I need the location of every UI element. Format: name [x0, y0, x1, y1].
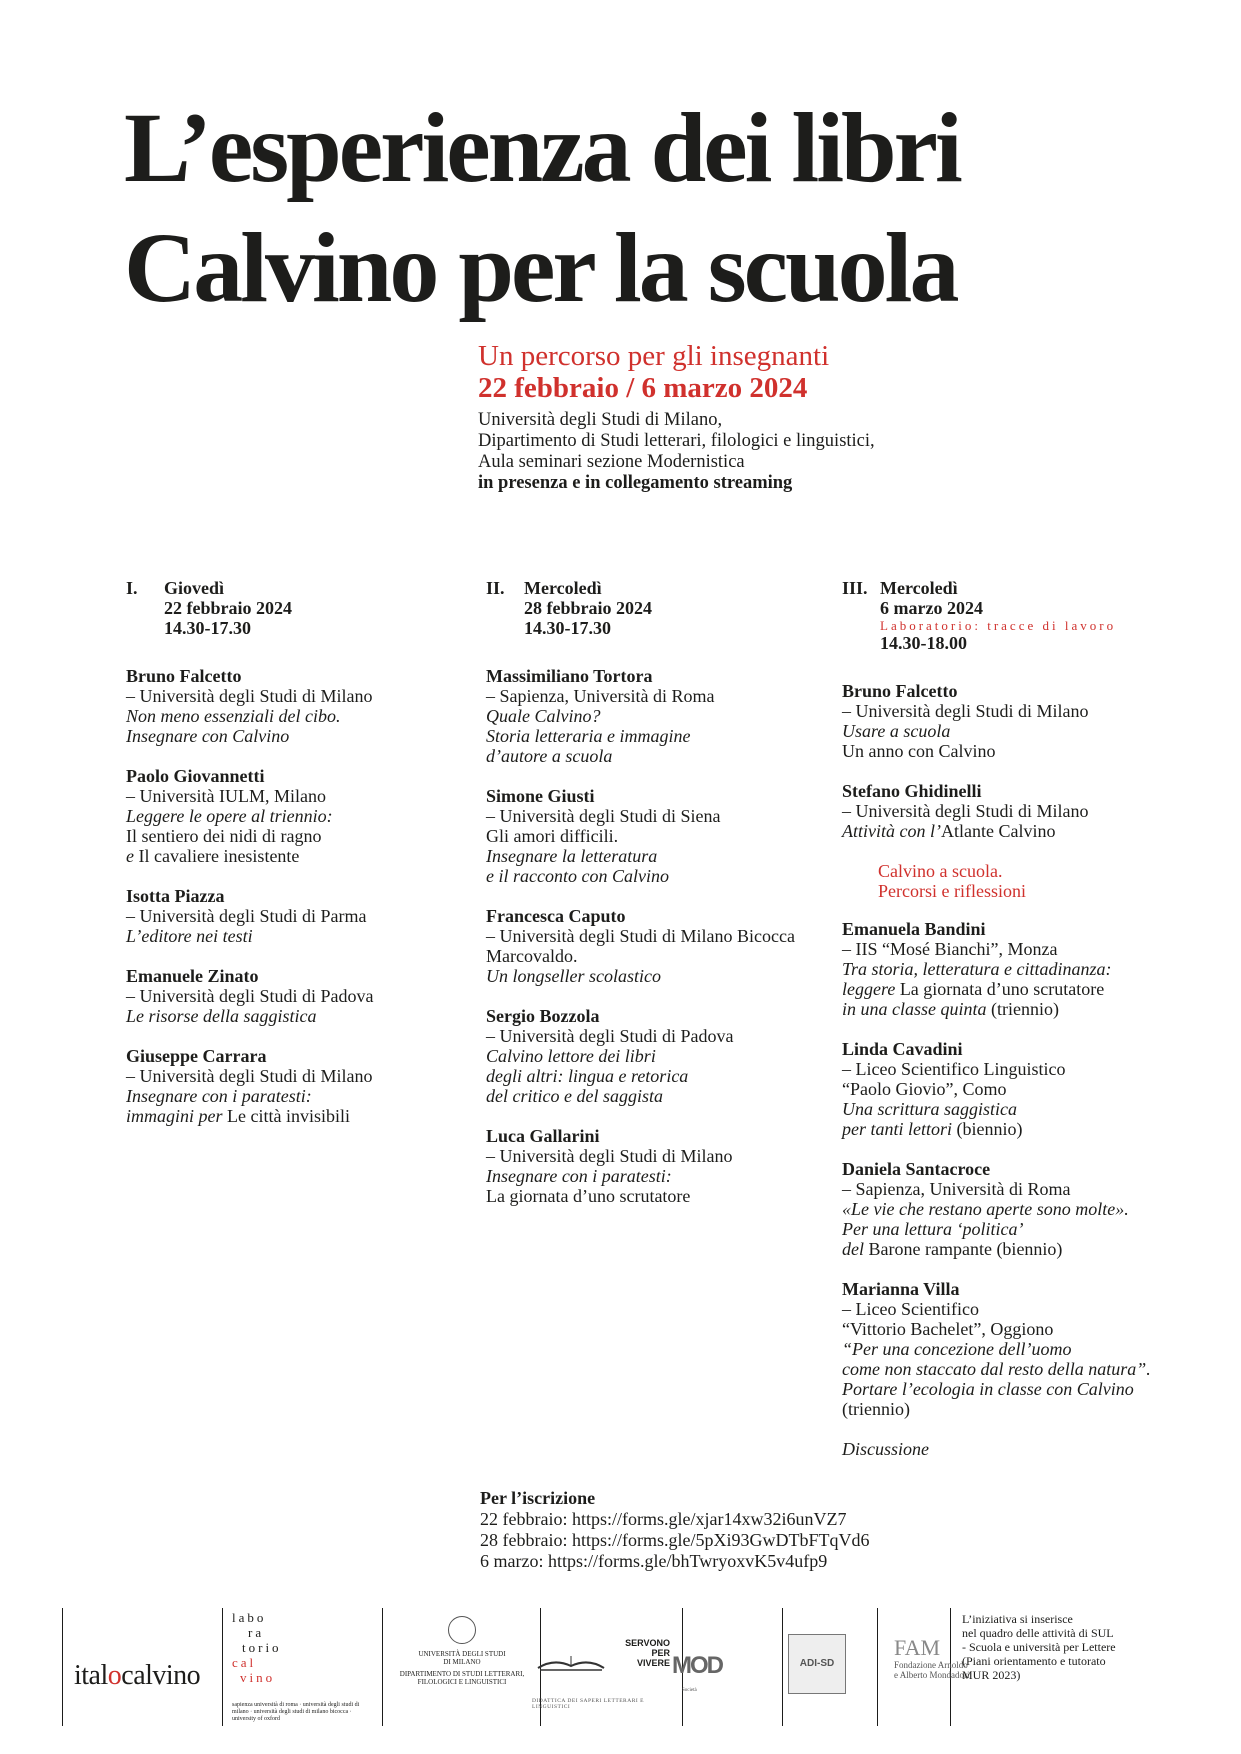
venue	[478, 410, 875, 494]
talk-title-part: (biennio)	[952, 1119, 1023, 1139]
talk-title: come non staccato dal resto della natura”.	[842, 1359, 1151, 1379]
page-title	[124, 88, 1124, 328]
talk-title: Leggere le opere al triennio:	[126, 806, 333, 826]
speaker-entry	[486, 1006, 816, 1106]
speaker-affiliation: – Università IULM, Milano	[126, 786, 326, 806]
session-label: Laboratorio: tracce di lavoro	[880, 618, 1117, 633]
session-day: Mercoledì	[524, 578, 602, 598]
subtitle-dates: 22 febbraio / 6 marzo 2024	[478, 372, 808, 404]
talk-title-part: Atlante Calvino	[940, 821, 1056, 841]
session-header	[126, 578, 456, 638]
talk-title: d’autore a scuola	[486, 746, 613, 766]
logo-strip	[62, 1608, 1182, 1726]
talk-title: Tra storia, letteratura e cittadinanza:	[842, 959, 1112, 979]
speaker-entry	[126, 886, 456, 946]
subsection-line: Percorsi e riflessioni	[878, 881, 1026, 901]
talk-title: Non meno essenziali del cibo.	[126, 706, 341, 726]
session-day: Giovedì	[164, 578, 225, 598]
session-number: I.	[126, 578, 138, 598]
adi-sd-logo: ADI-SD	[788, 1634, 846, 1694]
talk-title: Insegnare con Calvino	[126, 726, 290, 746]
talk-title: Un anno con Calvino	[842, 741, 996, 761]
talk-title: Insegnare la letteratura	[486, 846, 658, 866]
note-line: L’iniziativa si inserisce	[962, 1612, 1073, 1626]
logo-text: Fondazione Arnoldo	[894, 1660, 968, 1670]
note-line: MUR 2023)	[962, 1668, 1021, 1682]
speaker-name: Isotta Piazza	[126, 886, 225, 906]
registration-heading: Per l’iscrizione	[480, 1488, 596, 1508]
speaker-name: Francesca Caputo	[486, 906, 626, 926]
talk-title: Usare a scuola	[842, 721, 951, 741]
registration-link[interactable]: 22 febbraio: https://forms.gle/xjar14xw32i6unVZ7	[480, 1509, 847, 1529]
logo-text: ital	[74, 1660, 108, 1691]
talk-title	[842, 1119, 1222, 1139]
speaker-entry	[842, 919, 1222, 1019]
session-3	[842, 578, 1222, 1479]
talk-title-part: Barone rampante (biennio)	[864, 1239, 1063, 1259]
university-seal-icon	[448, 1616, 476, 1644]
speaker-entry	[126, 1046, 456, 1126]
speaker-entry	[126, 666, 456, 746]
logo-subtitle: DIDATTICA DEI SAPERI LETTERARI E LINGUISTICI	[532, 1698, 644, 1710]
divider	[382, 1608, 383, 1726]
speaker-entry	[842, 1039, 1222, 1139]
logo-text: SERVONO	[625, 1638, 670, 1648]
note-line: - Scuola e università per Lettere	[962, 1640, 1116, 1654]
logo-text: UNIVERSITÀ DEGLI STUDI	[418, 1650, 506, 1658]
talk-title-part: per tanti lettori	[842, 1119, 952, 1139]
talk-title-part: (triennio)	[986, 999, 1059, 1019]
speaker-entry	[842, 781, 1222, 841]
logo-text: labo	[232, 1610, 267, 1625]
speaker-affiliation: – Università degli Studi di Milano Bicocca	[486, 926, 795, 946]
talk-title: degli altri: lingua e retorica	[486, 1066, 689, 1086]
talk-title: Per una lettura ‘politica’	[842, 1219, 1024, 1239]
talk-title: del critico e del saggista	[486, 1086, 663, 1106]
talk-title: (triennio)	[842, 1399, 910, 1419]
session-number: II.	[486, 578, 505, 598]
laboratorio-partners: sapienza università di roma · università degli studi di milano · università degli studi di milano bicocca · university of oxford	[232, 1702, 360, 1722]
speaker-entry	[486, 786, 816, 886]
speaker-name: Luca Gallarini	[486, 1126, 600, 1146]
speaker-name: Emanuele Zinato	[126, 966, 259, 986]
talk-title	[842, 821, 1222, 841]
speaker-entry	[486, 666, 816, 766]
venue-line: Dipartimento di Studi letterari, filologici e linguistici,	[478, 431, 875, 451]
logo-text: cal	[232, 1655, 257, 1670]
speaker-name: Emanuela Bandini	[842, 919, 986, 939]
talk-title: Insegnare con i paratesti:	[486, 1166, 672, 1186]
speaker-affiliation: – Sapienza, Università di Roma	[842, 1179, 1071, 1199]
logo-text: DIPARTIMENTO DI STUDI LETTERARI,	[399, 1670, 525, 1678]
speaker-entry	[842, 1279, 1222, 1419]
speaker-name: Marianna Villa	[842, 1279, 960, 1299]
talk-title: Un longseller scolastico	[486, 966, 661, 986]
speaker-affiliation: – Università degli Studi di Milano	[126, 686, 373, 706]
logo-text: o	[107, 1660, 122, 1691]
talk-title-part: Il cavaliere inesistente	[134, 846, 300, 866]
speaker-affiliation: – Università degli Studi di Milano	[126, 1066, 373, 1086]
speaker-affiliation: – Liceo Scientifico Linguistico	[842, 1059, 1066, 1079]
venue-mode: in presenza e in collegamento streaming	[478, 473, 793, 493]
fondazione-mondadori-logo	[894, 1636, 970, 1680]
talk-title-part: Le città invisibili	[222, 1106, 350, 1126]
divider	[877, 1608, 878, 1726]
speaker-affiliation: – Università degli Studi di Milano	[486, 1146, 733, 1166]
speaker-entry	[842, 681, 1222, 761]
session-day: Mercoledì	[880, 578, 958, 598]
subtitle	[478, 340, 829, 404]
talk-title: Gli amori difficili.	[486, 826, 619, 846]
speaker-affiliation: – Sapienza, Università di Roma	[486, 686, 715, 706]
divider	[62, 1608, 63, 1726]
subsection-heading	[878, 861, 1222, 901]
title-line-1: L’esperienza dei libri	[124, 92, 960, 203]
speaker-affiliation: – Università degli Studi di Milano	[842, 701, 1089, 721]
speaker-affiliation: “Vittorio Bachelet”, Oggiono	[842, 1319, 1054, 1339]
talk-title: Le risorse della saggistica	[126, 1006, 317, 1026]
note-line: nel quadro delle attività di SUL	[962, 1626, 1114, 1640]
speaker-name: Stefano Ghidinelli	[842, 781, 982, 801]
divider	[222, 1608, 223, 1726]
talk-title: Quale Calvino?	[486, 706, 601, 726]
speaker-affiliation: – Università degli Studi di Milano	[842, 801, 1089, 821]
session-header	[842, 578, 1222, 653]
logo-text: PER	[651, 1648, 670, 1658]
talk-title: e il racconto con Calvino	[486, 866, 669, 886]
speaker-affiliation: – IIS “Mosé Bianchi”, Monza	[842, 939, 1058, 959]
talk-title: Portare l’ecologia in classe con Calvino	[842, 1379, 1134, 1399]
logo-text: DI MILANO	[443, 1658, 481, 1666]
speaker-name: Daniela Santacroce	[842, 1159, 991, 1179]
talk-title	[842, 979, 1222, 999]
speaker-entry	[126, 766, 456, 866]
speaker-affiliation: – Università degli Studi di Padova	[486, 1026, 734, 1046]
logo-text: FILOLOGICI E LINGUISTICI	[417, 1678, 507, 1686]
talk-title-part: Attività con l’	[842, 821, 941, 841]
talk-title: Marcovaldo.	[486, 946, 578, 966]
talk-title	[126, 1106, 456, 1126]
logo-text: vino	[240, 1670, 276, 1685]
session-time: 14.30-17.30	[164, 618, 251, 638]
session-1	[126, 578, 456, 1146]
session-number: III.	[842, 578, 868, 598]
speaker-entry	[842, 1159, 1222, 1259]
talk-title-part: La giornata d’uno scrutatore	[895, 979, 1105, 999]
servono-per-vivere-logo	[530, 1638, 670, 1668]
talk-title: Insegnare con i paratesti:	[126, 1086, 312, 1106]
closing-discussion: Discussione	[842, 1439, 929, 1459]
talk-title	[842, 999, 1222, 1019]
speaker-name: Bruno Falcetto	[842, 681, 958, 701]
speaker-name: Paolo Giovannetti	[126, 766, 265, 786]
session-date: 6 marzo 2024	[880, 598, 983, 618]
title-line-2: Calvino per la scuola	[124, 212, 957, 323]
talk-title: “Per una concezione dell’uomo	[842, 1339, 1072, 1359]
subsection-line: Calvino a scuola.	[878, 861, 1003, 881]
laboratorio-calvino-logo	[232, 1610, 282, 1685]
logo-text: ra	[248, 1625, 265, 1640]
talk-title-part: del	[842, 1239, 864, 1259]
talk-title-part: in una classe quinta	[842, 999, 987, 1019]
venue-line: Aula seminari sezione Modernistica	[478, 452, 745, 472]
registration	[480, 1488, 869, 1572]
speaker-affiliation: – Università degli Studi di Siena	[486, 806, 721, 826]
session-2	[486, 578, 816, 1226]
venue-line: Università degli Studi di Milano,	[478, 410, 723, 430]
speaker-entry	[126, 966, 456, 1026]
logo-text: calvino	[121, 1660, 201, 1691]
talk-title-part: immagini per	[126, 1106, 223, 1126]
speaker-affiliation: – Liceo Scientifico	[842, 1299, 979, 1319]
session-time: 14.30-17.30	[524, 618, 611, 638]
speaker-name: Bruno Falcetto	[126, 666, 242, 686]
divider	[782, 1608, 783, 1726]
session-time: 14.30-18.00	[880, 633, 967, 653]
talk-title: Il sentiero dei nidi di ragno	[126, 826, 322, 846]
talk-title: «Le vie che restano aperte sono molte».	[842, 1199, 1129, 1219]
speaker-affiliation: “Paolo Giovio”, Como	[842, 1079, 1007, 1099]
speaker-affiliation: – Università degli Studi di Parma	[126, 906, 367, 926]
mod-logo: MOD	[672, 1652, 722, 1679]
logo-text: VIVERE	[636, 1658, 670, 1668]
speaker-name: Giuseppe Carrara	[126, 1046, 267, 1066]
talk-title: La giornata d’uno scrutatore	[486, 1186, 691, 1206]
talk-title: L’editore nei testi	[126, 926, 253, 946]
registration-link[interactable]: 28 febbraio: https://forms.gle/5pXi93GwDTbFTqVd6	[480, 1530, 870, 1550]
session-date: 22 febbraio 2024	[164, 598, 292, 618]
fam-mark-icon: FAM	[894, 1635, 941, 1660]
talk-title: Storia letteraria e immagine	[486, 726, 691, 746]
initiative-note	[962, 1612, 1192, 1682]
speaker-name: Linda Cavadini	[842, 1039, 963, 1059]
note-line: (Piani orientamento e tutorato	[962, 1654, 1106, 1668]
subtitle-line-1: Un percorso per gli insegnanti	[478, 340, 830, 372]
logo-text: torio	[242, 1640, 282, 1655]
logo-subtitle: Società	[682, 1688, 697, 1693]
speaker-name: Sergio Bozzola	[486, 1006, 600, 1026]
unimi-logo	[392, 1616, 532, 1686]
speaker-name: Massimiliano Tortora	[486, 666, 653, 686]
talk-title-part: e	[126, 846, 134, 866]
session-header	[486, 578, 816, 638]
talk-title: Una scrittura saggistica	[842, 1099, 1018, 1119]
session-date: 28 febbraio 2024	[524, 598, 652, 618]
logo-text: e Alberto Mondadori	[894, 1670, 970, 1680]
speaker-entry	[486, 906, 816, 986]
speaker-affiliation: – Università degli Studi di Padova	[126, 986, 374, 1006]
talk-title: Calvino lettore dei libri	[486, 1046, 656, 1066]
speaker-entry	[486, 1126, 816, 1206]
speaker-name: Simone Giusti	[486, 786, 595, 806]
registration-link[interactable]: 6 marzo: https://forms.gle/bhTwryoxvK5v4ufp9	[480, 1551, 828, 1571]
italocalvino-logo	[74, 1660, 200, 1692]
talk-title	[126, 846, 456, 866]
talk-title-part: leggere	[842, 979, 896, 999]
talk-title	[842, 1239, 1222, 1259]
